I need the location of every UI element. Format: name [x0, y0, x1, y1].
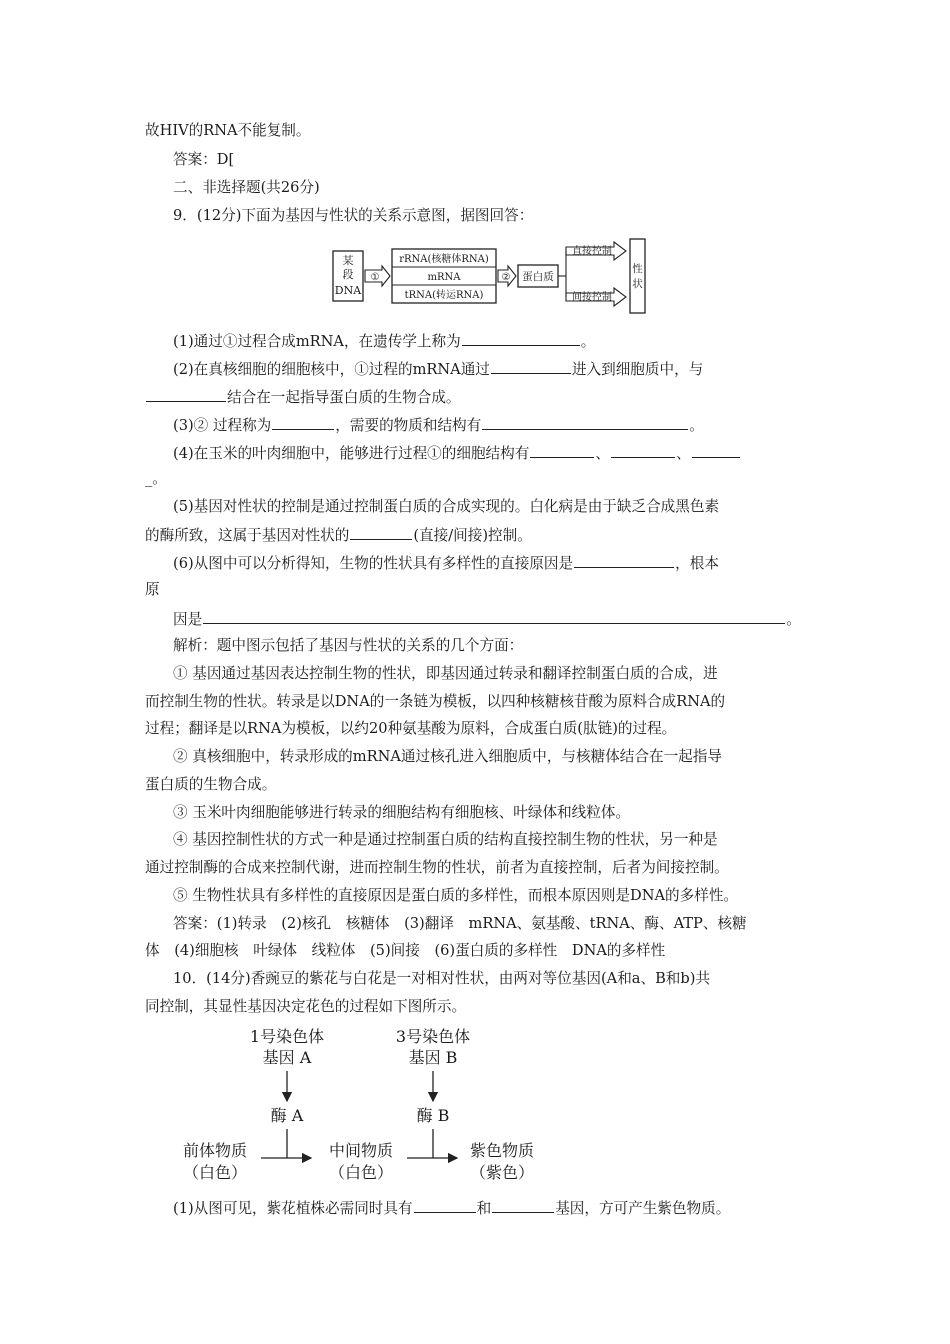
purple-substance-color: （紫色） [469, 1163, 535, 1182]
question-9: 9．(12分)下面为基因与性状的关系示意图，据图回答： [173, 207, 534, 224]
chromosome-3-label: 3号染色体 [395, 1027, 471, 1046]
question-10-1 [173, 1197, 730, 1219]
precursor-label: 前体物质 [182, 1141, 248, 1160]
question-text: 结合在一起指导蛋白质的生物合成。 [227, 389, 461, 406]
dna-box-char: DNA [334, 284, 362, 297]
answer-blank[interactable] [203, 608, 785, 624]
question-text: (3)② 过程称为 [173, 417, 272, 434]
analysis-line: ⑤ 生物性状具有多样性的直接原因是蛋白质的多样性，而根本原因则是DNA的多样性。 [173, 887, 739, 904]
analysis-line: ② 真核细胞中，转录形成的mRNA通过核孔进入细胞质中，与核糖体结合在一起指导 [173, 748, 722, 765]
indirect-control-label: 间接控制 [572, 292, 612, 303]
answer-blank[interactable] [414, 1197, 476, 1213]
step-1-label: ① [370, 272, 380, 283]
question-9-2 [173, 358, 703, 380]
trait-box [630, 239, 645, 313]
trait-char: 性 [632, 263, 643, 275]
dna-box-char: 段 [342, 268, 354, 281]
question-text: 基因，方可产生紫色物质。 [555, 1200, 731, 1217]
question-9-6-cont [173, 608, 801, 630]
answer-blank[interactable] [492, 1197, 554, 1213]
enzyme-a-label: 酶 A [270, 1106, 304, 1125]
question-text: 。 [580, 333, 596, 350]
answer-blank[interactable] [350, 524, 412, 540]
answer-blank[interactable] [611, 442, 675, 458]
answer-blank[interactable] [574, 552, 674, 568]
question-9-5: (5)基因对性状的控制是通过控制蛋白质的合成实现的。白化病是由于缺乏合成黑色素 [173, 498, 720, 515]
analysis-line: 通过控制酶的合成来控制代谢，进而控制生物的性状，前者为直接控制，后者为间接控制。 [145, 859, 729, 876]
question-9-6-cont: 原 [145, 581, 160, 598]
dna-box-char: 某 [342, 254, 354, 267]
question-text: 的酶所致，这属于基因对性状的 [145, 527, 350, 544]
question-text: 。 [786, 611, 801, 628]
text-line: 答案：D[ [173, 151, 235, 168]
question-text: 、 [595, 445, 610, 462]
analysis-line: ③ 玉米叶肉细胞能够进行转录的细胞结构有细胞核、叶绿体和线粒体。 [173, 804, 631, 821]
question-9-5-cont [145, 524, 532, 546]
answer-blank[interactable] [272, 414, 334, 430]
answer-blank[interactable] [491, 358, 571, 374]
precursor-color: （白色） [182, 1163, 248, 1182]
question-text: 、 [675, 445, 691, 462]
trna-label: tRNA(转运RNA) [404, 290, 484, 301]
section-heading: 二、非选择题(共26分) [173, 179, 320, 196]
analysis-line: ④ 基因控制性状的方式一种是通过控制蛋白质的结构直接控制生物的性状，另一种是 [173, 831, 718, 848]
answer-blank[interactable] [692, 442, 740, 458]
question-text: 。 [689, 417, 704, 434]
analysis-line: ① 基因通过基因表达控制生物的性状，即基因通过转录和翻译控制蛋白质的合成，进 [173, 665, 718, 682]
gene-trait-diagram [332, 237, 650, 315]
gene-a-label: 基因 A [262, 1048, 312, 1067]
chromosome-1-label: 1号染色体 [249, 1027, 325, 1046]
analysis-intro: 解析：题中图示包括了基因与性状的关系的几个方面： [173, 637, 524, 654]
question-text: 进入到细胞质中，与 [571, 361, 704, 378]
analysis-line: 蛋白质的生物合成。 [145, 776, 277, 793]
question-9-1 [173, 330, 595, 352]
question-text: (4)在玉米的叶肉细胞中，能够进行过程①的细胞结构有 [173, 445, 530, 462]
question-text: (6)从图中可以分析得知，生物的性状具有多样性的直接原因是 [173, 555, 574, 572]
purple-substance-label: 紫色物质 [469, 1141, 535, 1160]
answer-blank[interactable] [530, 442, 594, 458]
intermediate-label: 中间物质 [328, 1141, 394, 1160]
question-text: (1)从图可见，紫花植株必需同时具有 [173, 1200, 413, 1217]
question-9-3 [173, 414, 704, 436]
question-10-cont: 同控制，其显性基因决定花色的过程如下图所示。 [145, 998, 467, 1015]
question-text: ，根本 [675, 555, 719, 572]
analysis-line: 而控制生物的性状。转录是以DNA的一条链为模板，以四种核糖核苷酸为原料合成RNA的 [145, 693, 726, 710]
direct-control-label: 直接控制 [572, 246, 612, 257]
gene-b-label: 基因 B [408, 1048, 458, 1067]
mrna-label: mRNA [427, 272, 461, 283]
question-9-2-cont [145, 386, 461, 408]
protein-label: 蛋白质 [522, 271, 554, 283]
analysis-line: 过程；翻译是以RNA为模板，以约20种氨基酸为原料，合成蛋白质(肽链)的过程。 [145, 720, 677, 737]
answer-blank[interactable] [462, 330, 580, 346]
answer-line: 答案：(1)转录 (2)核孔 核糖体 (3)翻译 mRNA、氨基酸、tRNA、酶、ATP、核糖 [173, 915, 747, 932]
flower-color-pathway-diagram [175, 1025, 545, 1185]
question-text: 因是 [173, 611, 203, 628]
text-line: 故HIV的RNA不能复制。 [145, 122, 311, 139]
question-9-4 [173, 442, 741, 464]
enzyme-b-label: 酶 B [416, 1106, 450, 1125]
intermediate-color: （白色） [328, 1163, 394, 1182]
question-text: (直接/间接)控制。 [413, 527, 532, 544]
trait-char: 状 [632, 278, 643, 290]
rrna-label: rRNA(核糖体RNA) [399, 254, 489, 265]
question-text: (2)在真核细胞的细胞核中，①过程的mRNA通过 [173, 361, 490, 378]
question-text: 和 [476, 1200, 492, 1217]
step-2-label: ② [501, 272, 511, 283]
answer-line: 体 (4)细胞核 叶绿体 线粒体 (5)间接 (6)蛋白质的多样性 DNA的多样性 [145, 942, 666, 959]
question-text: (1)通过①过程合成mRNA，在遗传学上称为 [173, 333, 461, 350]
question-text: ，需要的物质和结构有 [335, 417, 482, 434]
answer-blank[interactable] [146, 386, 226, 402]
question-9-4-cont: _。 [145, 470, 167, 487]
question-9-6 [173, 552, 719, 574]
question-10: 10．(14分)香豌豆的紫花与白花是一对相对性状，由两对等位基因(A和a、B和b)共 [173, 970, 711, 987]
answer-blank[interactable] [482, 414, 688, 430]
